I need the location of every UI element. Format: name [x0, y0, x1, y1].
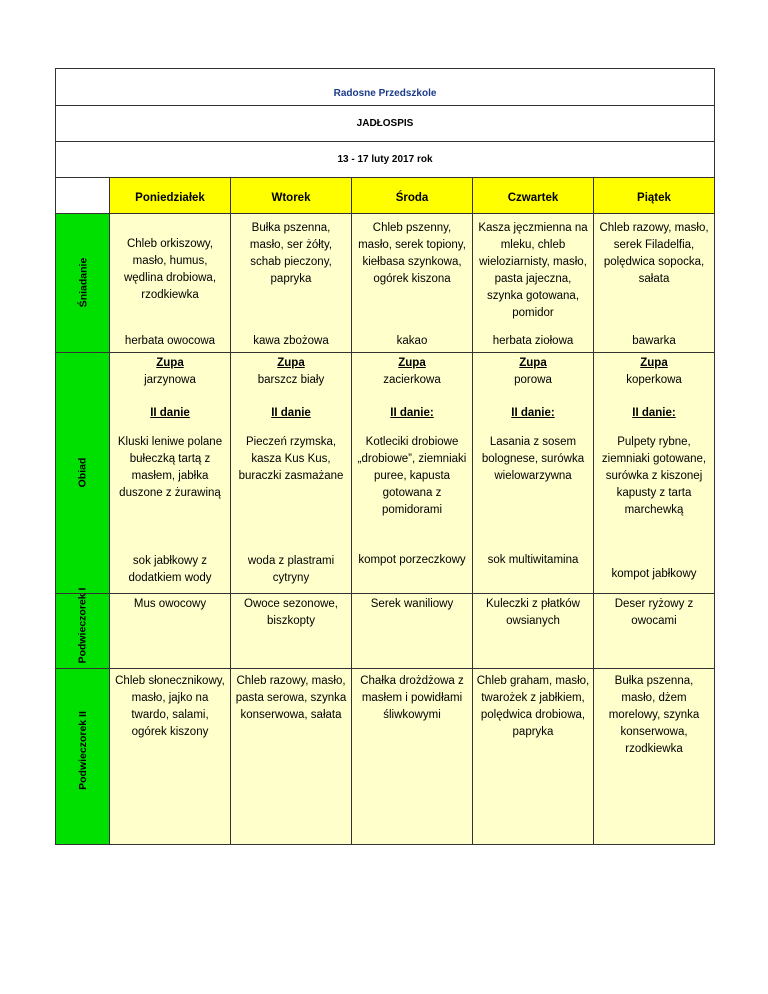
menu-dates: 13 - 17 luty 2017 rok	[337, 154, 433, 165]
snack2-item: Chleb słonecznikowy, masło, jajko na twardo, salami, ogórek kiszony	[115, 675, 225, 738]
snack2-item: Chleb graham, masło, twarożek z jabłkiem, polędwica drobiowa, papryka	[476, 675, 590, 738]
section-breakfast	[55, 213, 110, 353]
snack2-wed	[351, 668, 473, 845]
section-lunch	[55, 352, 110, 594]
breakfast-drink: bawarka	[632, 335, 676, 347]
snack1-item: Serek waniliowy	[370, 598, 454, 610]
second-label: II danie:	[632, 407, 676, 419]
section-label: Śniadanie	[77, 257, 90, 308]
day-label: Poniedziałek	[135, 192, 205, 204]
second-course: Lasania z sosem bolognese, surówka wielowarzywna	[481, 436, 585, 482]
day-label: Środa	[395, 192, 429, 204]
snack2-tue	[230, 668, 352, 845]
breakfast-food: Chleb orkiszowy, masło, humus, wędlina drobiowa, rzodkiewka	[123, 238, 217, 301]
menu-title: JADŁOSPIS	[356, 118, 414, 129]
lunch-drink: kompot porzeczkowy	[358, 554, 466, 566]
lunch-thu	[472, 352, 594, 594]
section-label: Obiad	[76, 457, 89, 488]
second-course: Kotleciki drobiowe „drobiowe”, ziemniaki puree, kapusta gotowana z pomidorami	[357, 436, 467, 516]
dates-row	[55, 141, 715, 178]
corner-cell	[55, 177, 110, 214]
day-header-mon	[109, 177, 231, 214]
breakfast-wed	[351, 213, 473, 353]
breakfast-drink: herbata owocowa	[124, 335, 216, 347]
breakfast-drink: kawa zbożowa	[253, 335, 329, 347]
day-header-wed	[351, 177, 473, 214]
second-label: II danie:	[390, 407, 434, 419]
second-label: II danie	[271, 407, 311, 419]
second-course: Kluski leniwe polane bułeczką tartą z masłem, jabłka duszone z żurawiną	[117, 436, 223, 499]
snack2-fri	[593, 668, 715, 845]
lunch-drink: sok jabłkowy z dodatkiem wody	[128, 555, 212, 584]
day-header-thu	[472, 177, 594, 214]
menu-sheet	[55, 68, 715, 845]
section-snack1	[55, 587, 110, 669]
breakfast-drink: kakao	[396, 335, 428, 347]
title-row	[55, 105, 715, 142]
snack1-tue	[230, 593, 352, 669]
snack1-item: Mus owocowy	[133, 598, 207, 610]
snack2-mon	[109, 668, 231, 845]
breakfast-food: Chleb razowy, masło, serek Filadelfia, polędwica sopocka, sałata	[599, 222, 709, 285]
second-course: Pulpety rybne, ziemniaki gotowane, surówka z kiszonej kapusty z tarta marchewką	[601, 436, 707, 516]
lunch-mon	[109, 352, 231, 594]
section-label: Podwieczorek I	[76, 587, 89, 664]
snack1-thu	[472, 593, 594, 669]
soup-label: Zupa	[398, 357, 426, 369]
soup-label: Zupa	[640, 357, 668, 369]
lunch-wed	[351, 352, 473, 594]
snack1-item: Deser ryżowy z owocami	[614, 598, 694, 627]
section-label: Podwieczorek II	[77, 711, 89, 790]
snack2-item: Bułka pszenna, masło, dżem morelowy, szynka konserwowa, rzodkiewka	[608, 675, 700, 755]
day-label: Piątek	[637, 192, 671, 204]
snack1-wed	[351, 593, 473, 669]
soup-name: jarzynowa	[144, 374, 196, 386]
soup-label: Zupa	[519, 357, 547, 369]
soup-label: Zupa	[156, 357, 184, 369]
snack1-mon	[109, 593, 231, 669]
section-snack2	[55, 668, 110, 845]
snack2-item: Chałka drożdżowa z masłem i powidłami śliwkowymi	[360, 675, 464, 721]
soup-name: barszcz biały	[257, 374, 325, 386]
breakfast-tue	[230, 213, 352, 353]
soup-label: Zupa	[277, 357, 305, 369]
lunch-drink: sok multiwitamina	[487, 554, 579, 566]
day-label: Wtorek	[271, 192, 311, 204]
breakfast-food: Kasza jęczmienna na mleku, chleb wieloziarnisty, masło, pasta jajeczna, szynka gotowana, pomidor	[478, 222, 588, 319]
breakfast-drink: herbata ziołowa	[492, 335, 574, 347]
soup-name: zacierkowa	[383, 374, 441, 386]
lunch-tue	[230, 352, 352, 594]
second-course: Pieczeń rzymska, kasza Kus Kus, buraczki zasmażane	[238, 436, 344, 482]
breakfast-mon	[109, 213, 231, 353]
breakfast-fri	[593, 213, 715, 353]
day-header-fri	[593, 177, 715, 214]
second-label: II danie	[150, 407, 190, 419]
school-name: Radosne Przedszkole	[333, 87, 437, 99]
breakfast-thu	[472, 213, 594, 353]
soup-name: porowa	[514, 374, 552, 386]
snack2-thu	[472, 668, 594, 845]
day-label: Czwartek	[507, 192, 559, 204]
soup-name: koperkowa	[626, 374, 682, 386]
day-header-tue	[230, 177, 352, 214]
breakfast-food: Chleb pszenny, masło, serek topiony, kiełbasa szynkowa, ogórek kiszona	[358, 222, 466, 285]
lunch-fri	[593, 352, 715, 594]
lunch-drink: kompot jabłkowy	[611, 568, 697, 580]
lunch-drink: woda z plastrami cytryny	[247, 555, 335, 584]
second-label: II danie:	[511, 407, 555, 419]
breakfast-food: Bułka pszenna, masło, ser żółty, schab pieczony, papryka	[249, 222, 333, 285]
snack2-item: Chleb razowy, masło, pasta serowa, szynka konserwowa, sałata	[235, 675, 347, 721]
snack1-item: Owoce sezonowe, biszkopty	[244, 598, 338, 627]
snack1-fri	[593, 593, 715, 669]
school-row	[55, 68, 715, 106]
snack1-item: Kuleczki z płatków owsianych	[486, 598, 580, 627]
